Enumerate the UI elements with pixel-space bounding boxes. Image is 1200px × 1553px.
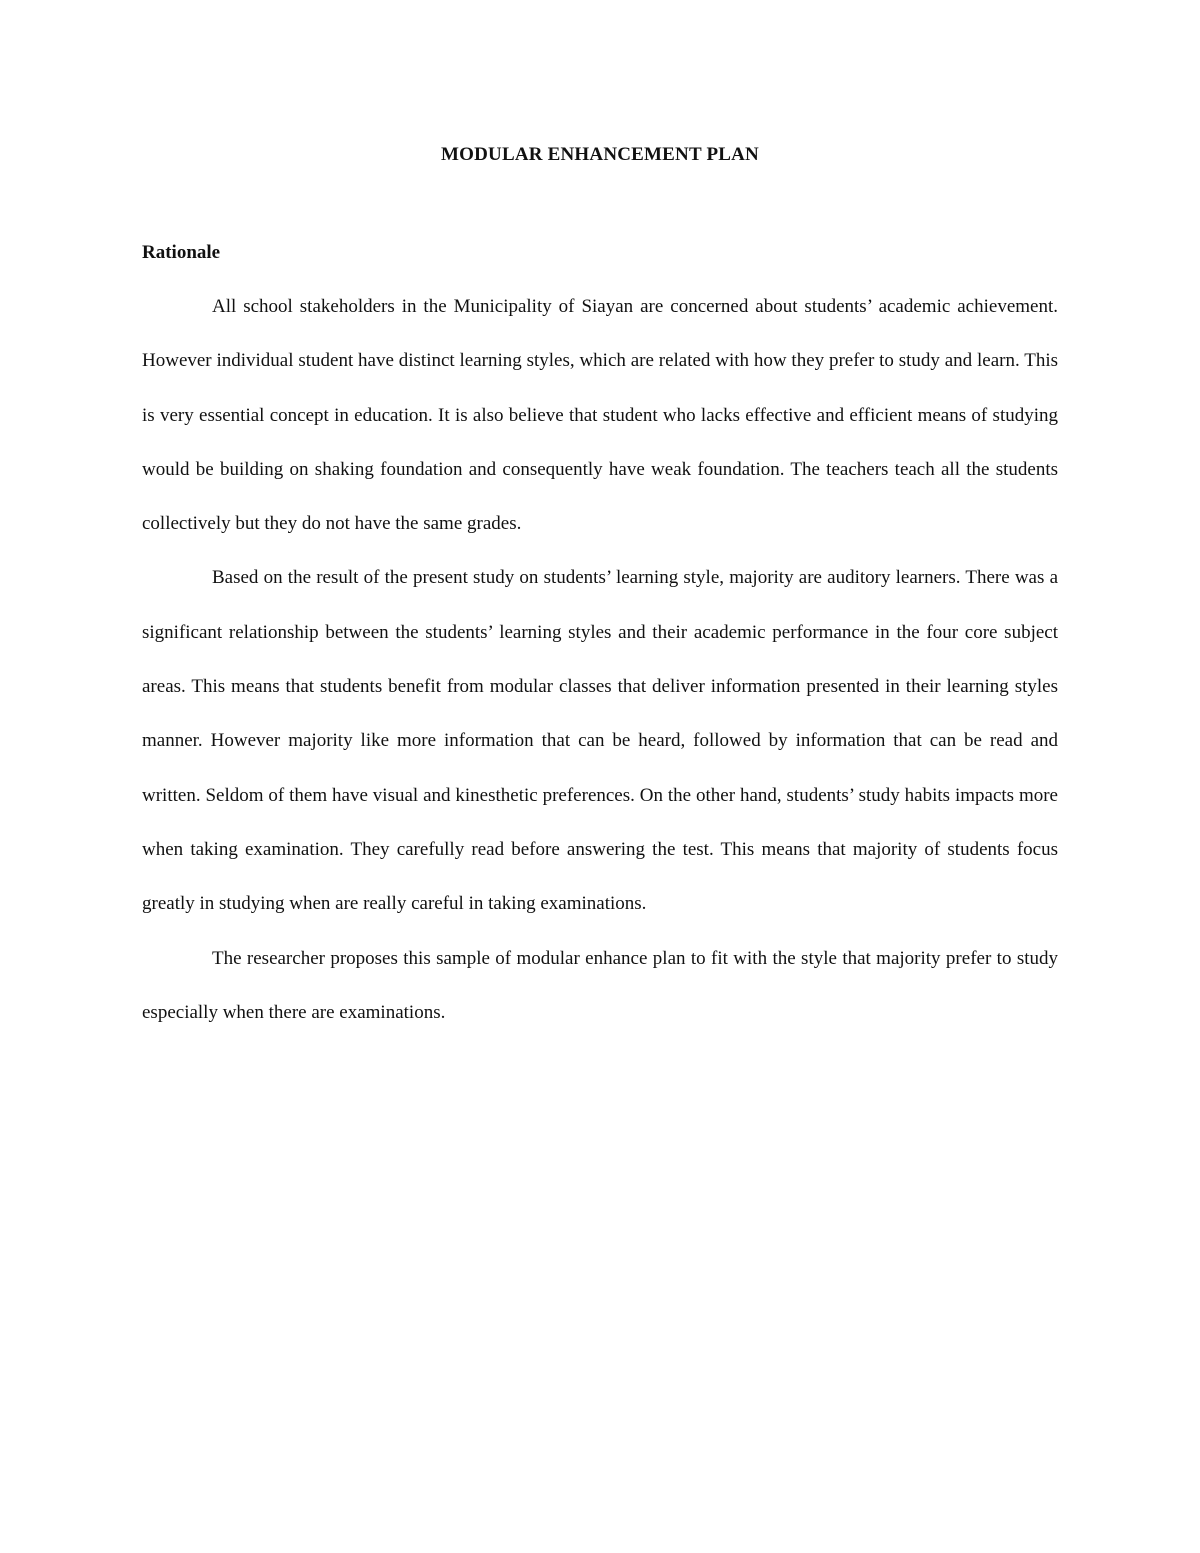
rationale-body xyxy=(142,280,1058,1040)
document-title: MODULAR ENHANCEMENT PLAN xyxy=(441,144,759,165)
section-heading-rationale: Rationale xyxy=(142,242,221,263)
paragraph-3: The researcher proposes this sample of modular enhance plan to fit with the style that majority prefer to study especially when there are examinations. xyxy=(142,947,1058,1023)
paragraph-2: Based on the result of the present study on students’ learning style, majority are auditory learners. There was a significant relationship between the students’ learning styles and their academic performance in the four core subject areas. This means that students benefit from modular classes that deliver information presented in their learning styles manner. However majority like more information that can be heard, followed by information that can be read and written. Seldom of them have visual and kinesthetic preferences. On the other hand, students’ study habits impacts more when taking examination. They carefully read before answering the test. This means that majority of students focus greatly in studying when are really careful in taking examinations. xyxy=(142,567,1058,915)
paragraph-1: All school stakeholders in the Municipality of Siayan are concerned about students’ academic achievement. However individual student have distinct learning styles, which are related with how they prefer to study and learn. This is very essential concept in education. It is also believe that student who lacks effective and efficient means of studying would be building on shaking foundation and consequently have weak foundation. The teachers teach all the students collectively but they do not have the same grades. xyxy=(142,296,1058,535)
